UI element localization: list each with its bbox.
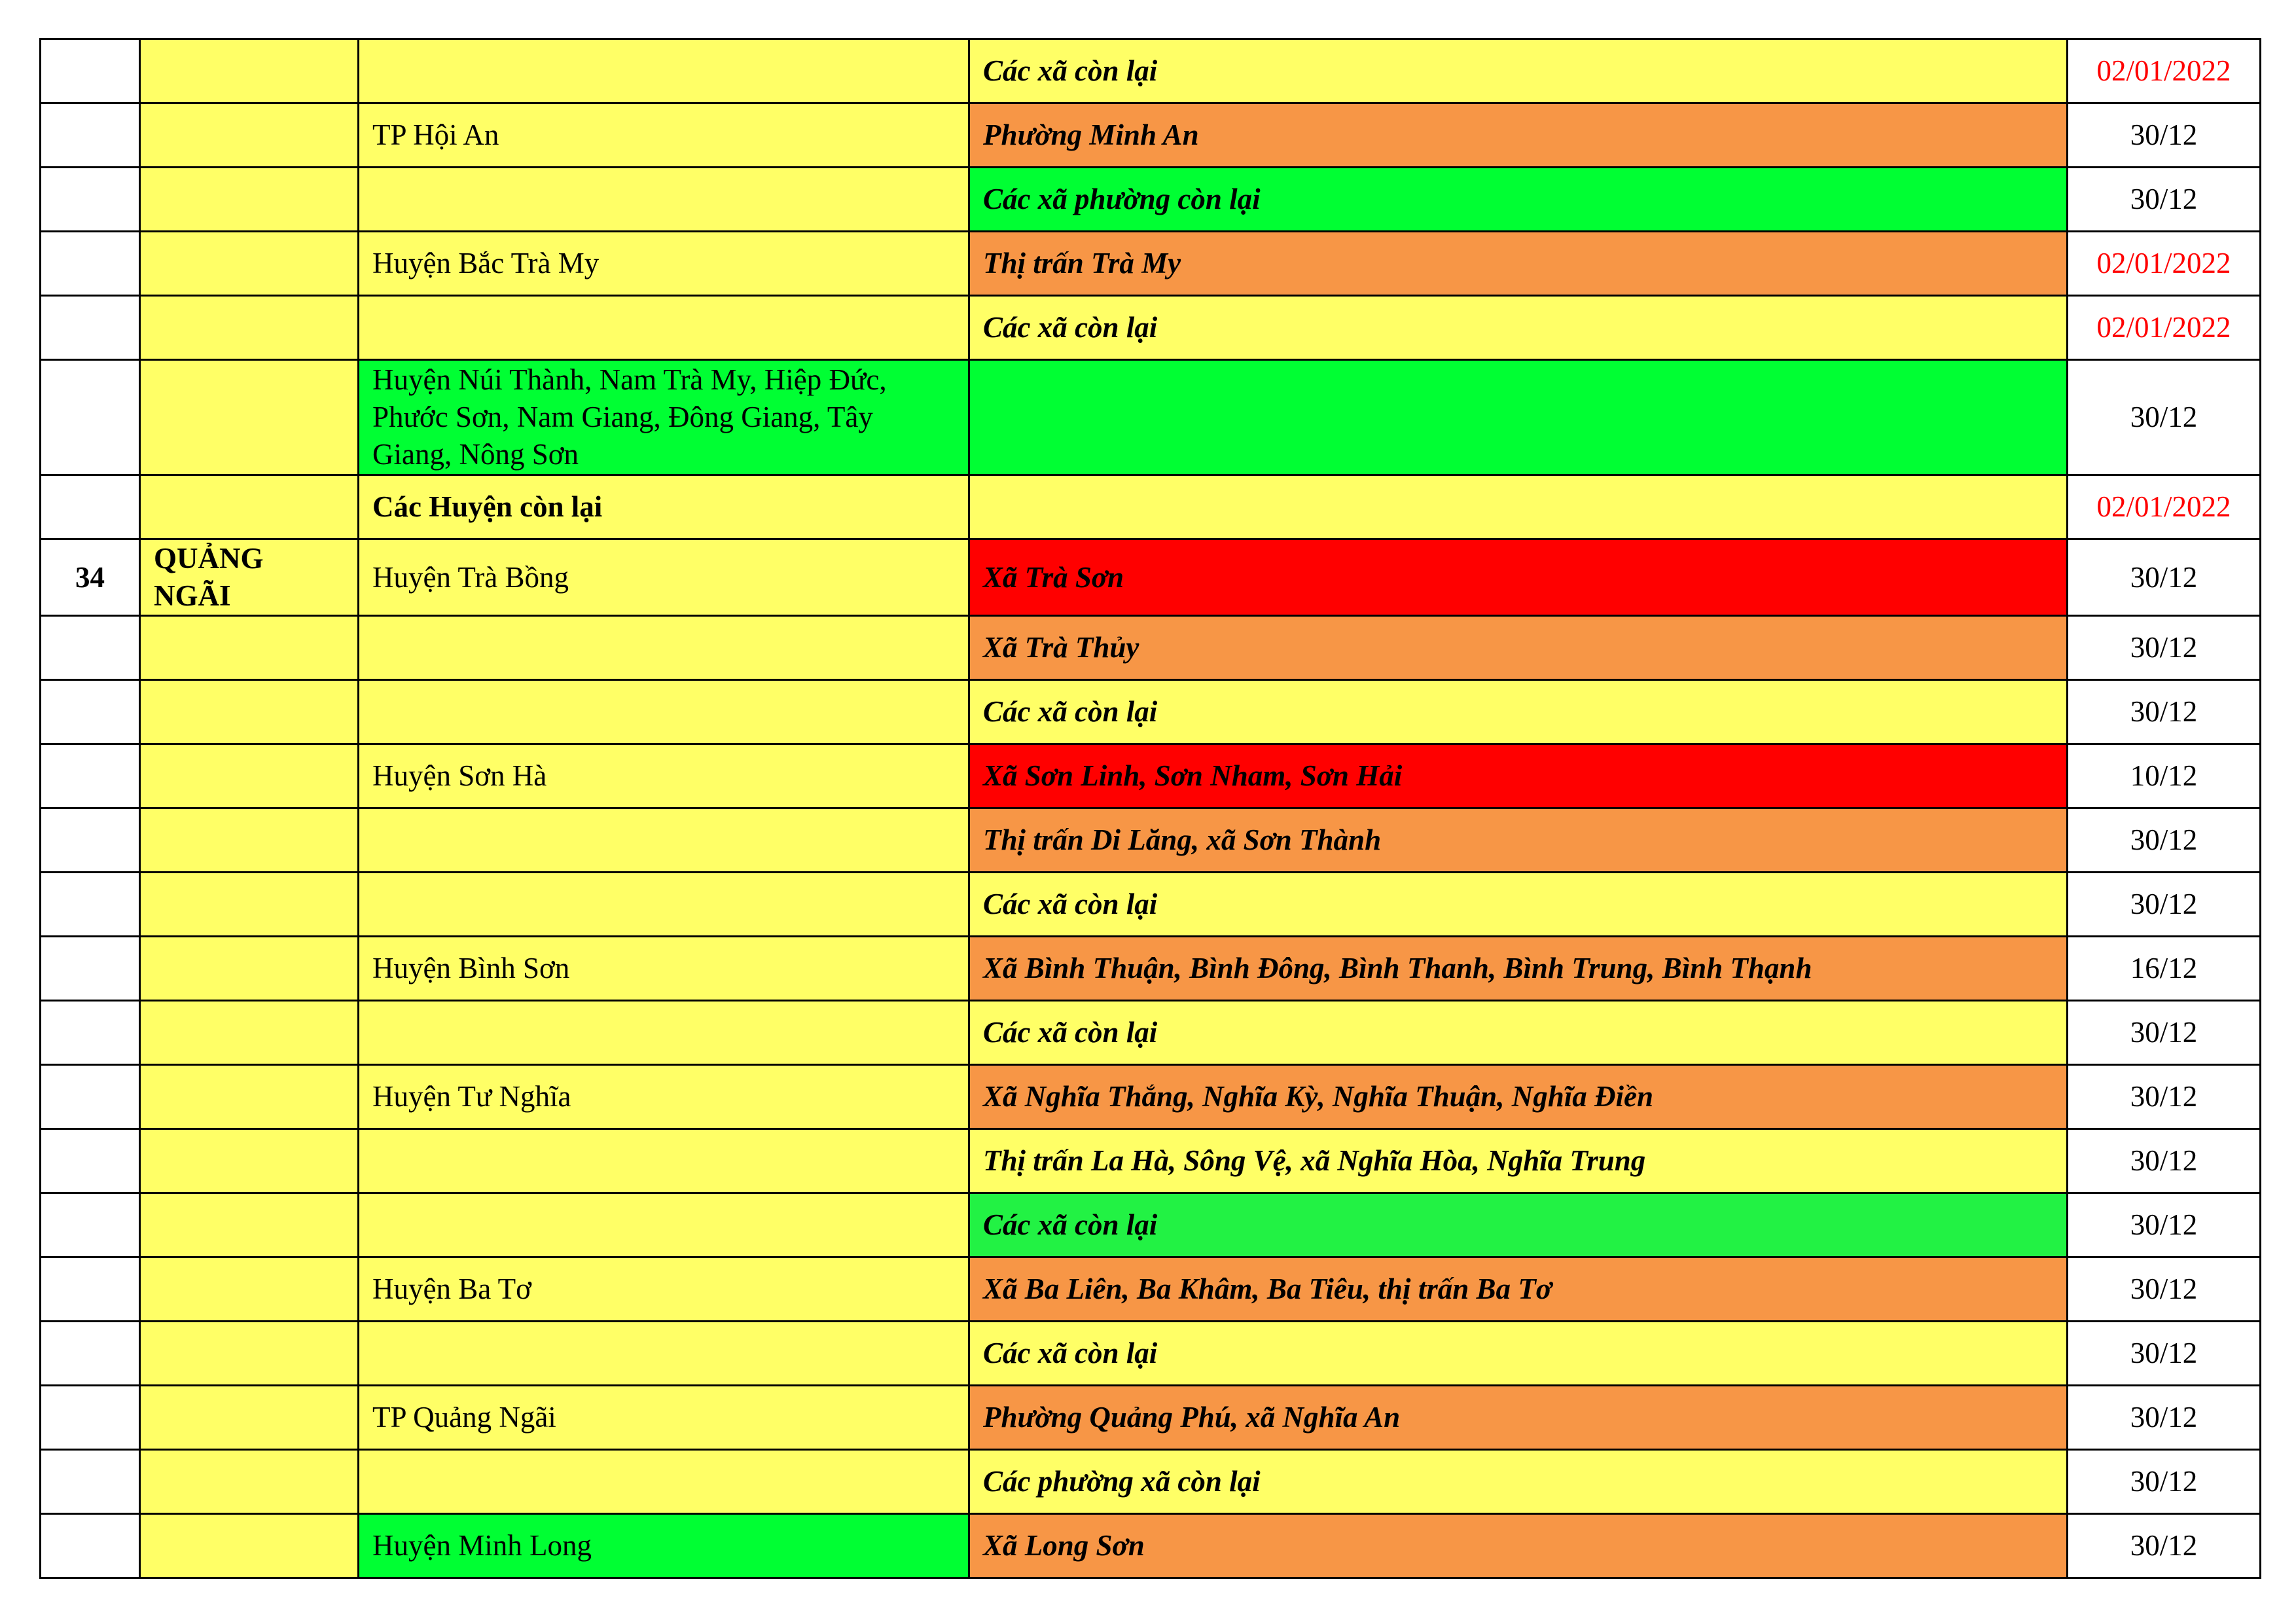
table-row — [41, 103, 2261, 168]
province-cell — [140, 1322, 359, 1386]
province-cell — [140, 1386, 359, 1450]
stt-cell — [41, 1193, 140, 1257]
district-cell — [359, 616, 969, 680]
table-row — [41, 296, 2261, 360]
date-cell: 10/12 — [2068, 744, 2261, 808]
province-cell — [140, 475, 359, 539]
province-cell — [140, 360, 359, 475]
stt-cell — [41, 873, 140, 937]
stt-cell — [41, 1065, 140, 1129]
table-body — [41, 39, 2261, 1578]
district-cell: Các Huyện còn lại — [359, 475, 969, 539]
ward-cell: Các xã còn lại — [969, 296, 2068, 360]
date-cell: 02/01/2022 — [2068, 475, 2261, 539]
ward-cell: Các xã còn lại — [969, 680, 2068, 744]
ward-cell: Xã Long Sơn — [969, 1514, 2068, 1578]
district-cell — [359, 680, 969, 744]
table-row — [41, 539, 2261, 616]
table-row — [41, 1257, 2261, 1322]
stt-cell: 34 — [41, 539, 140, 616]
district-cell: Huyện Minh Long — [359, 1514, 969, 1578]
ward-cell — [969, 475, 2068, 539]
ward-cell: Xã Trà Thủy — [969, 616, 2068, 680]
date-cell: 30/12 — [2068, 616, 2261, 680]
district-cell — [359, 1193, 969, 1257]
province-cell — [140, 1514, 359, 1578]
province-cell — [140, 744, 359, 808]
date-cell: 30/12 — [2068, 1450, 2261, 1514]
district-cell: Huyện Trà Bồng — [359, 539, 969, 616]
ward-cell: Xã Bình Thuận, Bình Đông, Bình Thanh, Bình Trung, Bình Thạnh — [969, 937, 2068, 1001]
province-cell — [140, 39, 359, 103]
stt-cell — [41, 1001, 140, 1065]
province-level-table — [39, 38, 2261, 1579]
province-cell — [140, 680, 359, 744]
district-cell — [359, 1129, 969, 1193]
district-cell: Huyện Bình Sơn — [359, 937, 969, 1001]
district-cell: Huyện Tư Nghĩa — [359, 1065, 969, 1129]
table-row — [41, 168, 2261, 232]
date-cell: 30/12 — [2068, 1001, 2261, 1065]
table-row — [41, 232, 2261, 296]
province-cell: QUẢNG NGÃI — [140, 539, 359, 616]
province-cell — [140, 1001, 359, 1065]
ward-cell: Xã Trà Sơn — [969, 539, 2068, 616]
stt-cell — [41, 1450, 140, 1514]
date-cell: 02/01/2022 — [2068, 296, 2261, 360]
stt-cell — [41, 39, 140, 103]
date-cell: 30/12 — [2068, 1322, 2261, 1386]
ward-cell: Phường Minh An — [969, 103, 2068, 168]
stt-cell — [41, 1322, 140, 1386]
table-row — [41, 360, 2261, 475]
district-cell — [359, 39, 969, 103]
table-row — [41, 1514, 2261, 1578]
date-cell: 02/01/2022 — [2068, 232, 2261, 296]
date-cell: 02/01/2022 — [2068, 39, 2261, 103]
ward-cell: Các xã còn lại — [969, 873, 2068, 937]
province-cell — [140, 1450, 359, 1514]
district-cell: Huyện Sơn Hà — [359, 744, 969, 808]
district-cell: TP Quảng Ngãi — [359, 1386, 969, 1450]
district-cell — [359, 296, 969, 360]
district-cell — [359, 873, 969, 937]
district-cell — [359, 1450, 969, 1514]
ward-cell: Xã Nghĩa Thắng, Nghĩa Kỳ, Nghĩa Thuận, Nghĩa Điền — [969, 1065, 2068, 1129]
ward-cell: Thị trấn La Hà, Sông Vệ, xã Nghĩa Hòa, Nghĩa Trung — [969, 1129, 2068, 1193]
table-row — [41, 873, 2261, 937]
province-cell — [140, 873, 359, 937]
stt-cell — [41, 168, 140, 232]
province-cell — [140, 232, 359, 296]
date-cell: 30/12 — [2068, 1514, 2261, 1578]
province-cell — [140, 1065, 359, 1129]
stt-cell — [41, 937, 140, 1001]
date-cell: 30/12 — [2068, 168, 2261, 232]
table-row — [41, 1193, 2261, 1257]
date-cell: 30/12 — [2068, 539, 2261, 616]
table-row — [41, 1065, 2261, 1129]
table-row — [41, 744, 2261, 808]
district-cell: Huyện Bắc Trà My — [359, 232, 969, 296]
ward-cell — [969, 360, 2068, 475]
table-row — [41, 616, 2261, 680]
date-cell: 30/12 — [2068, 1257, 2261, 1322]
stt-cell — [41, 103, 140, 168]
ward-cell: Các xã còn lại — [969, 1193, 2068, 1257]
province-cell — [140, 1257, 359, 1322]
table-row — [41, 1450, 2261, 1514]
stt-cell — [41, 1386, 140, 1450]
ward-cell: Thị trấn Di Lăng, xã Sơn Thành — [969, 808, 2068, 873]
ward-cell: Các xã phường còn lại — [969, 168, 2068, 232]
date-cell: 30/12 — [2068, 1065, 2261, 1129]
district-cell: Huyện Ba Tơ — [359, 1257, 969, 1322]
stt-cell — [41, 680, 140, 744]
stt-cell — [41, 744, 140, 808]
table-row — [41, 1322, 2261, 1386]
province-cell — [140, 168, 359, 232]
date-cell: 16/12 — [2068, 937, 2261, 1001]
ward-cell: Các xã còn lại — [969, 1322, 2068, 1386]
province-cell — [140, 1129, 359, 1193]
ward-cell: Phường Quảng Phú, xã Nghĩa An — [969, 1386, 2068, 1450]
province-cell — [140, 103, 359, 168]
table-row — [41, 808, 2261, 873]
ward-cell: Các xã còn lại — [969, 39, 2068, 103]
stt-cell — [41, 1129, 140, 1193]
ward-cell: Thị trấn Trà My — [969, 232, 2068, 296]
ward-cell: Xã Sơn Linh, Sơn Nham, Sơn Hải — [969, 744, 2068, 808]
table-row — [41, 475, 2261, 539]
date-cell: 30/12 — [2068, 680, 2261, 744]
stt-cell — [41, 616, 140, 680]
province-cell — [140, 808, 359, 873]
table-row — [41, 1129, 2261, 1193]
table-row — [41, 39, 2261, 103]
district-cell — [359, 168, 969, 232]
stt-cell — [41, 360, 140, 475]
stt-cell — [41, 475, 140, 539]
date-cell: 30/12 — [2068, 1129, 2261, 1193]
province-cell — [140, 937, 359, 1001]
stt-cell — [41, 1514, 140, 1578]
stt-cell — [41, 232, 140, 296]
stt-cell — [41, 296, 140, 360]
district-cell — [359, 1001, 969, 1065]
date-cell: 30/12 — [2068, 1193, 2261, 1257]
district-cell — [359, 1322, 969, 1386]
table-row — [41, 680, 2261, 744]
province-cell — [140, 296, 359, 360]
ward-cell: Các xã còn lại — [969, 1001, 2068, 1065]
date-cell: 30/12 — [2068, 808, 2261, 873]
ward-cell: Xã Ba Liên, Ba Khâm, Ba Tiêu, thị trấn Ba Tơ — [969, 1257, 2068, 1322]
date-cell: 30/12 — [2068, 360, 2261, 475]
date-cell: 30/12 — [2068, 873, 2261, 937]
district-cell: Huyện Núi Thành, Nam Trà My, Hiệp Đức, Phước Sơn, Nam Giang, Đông Giang, Tây Giang, Nông Sơn — [359, 360, 969, 475]
date-cell: 30/12 — [2068, 103, 2261, 168]
table-row — [41, 1386, 2261, 1450]
date-cell: 30/12 — [2068, 1386, 2261, 1450]
table-row — [41, 937, 2261, 1001]
district-cell: TP Hội An — [359, 103, 969, 168]
stt-cell — [41, 808, 140, 873]
table-row — [41, 1001, 2261, 1065]
stt-cell — [41, 1257, 140, 1322]
province-cell — [140, 1193, 359, 1257]
ward-cell: Các phường xã còn lại — [969, 1450, 2068, 1514]
district-cell — [359, 808, 969, 873]
province-cell — [140, 616, 359, 680]
